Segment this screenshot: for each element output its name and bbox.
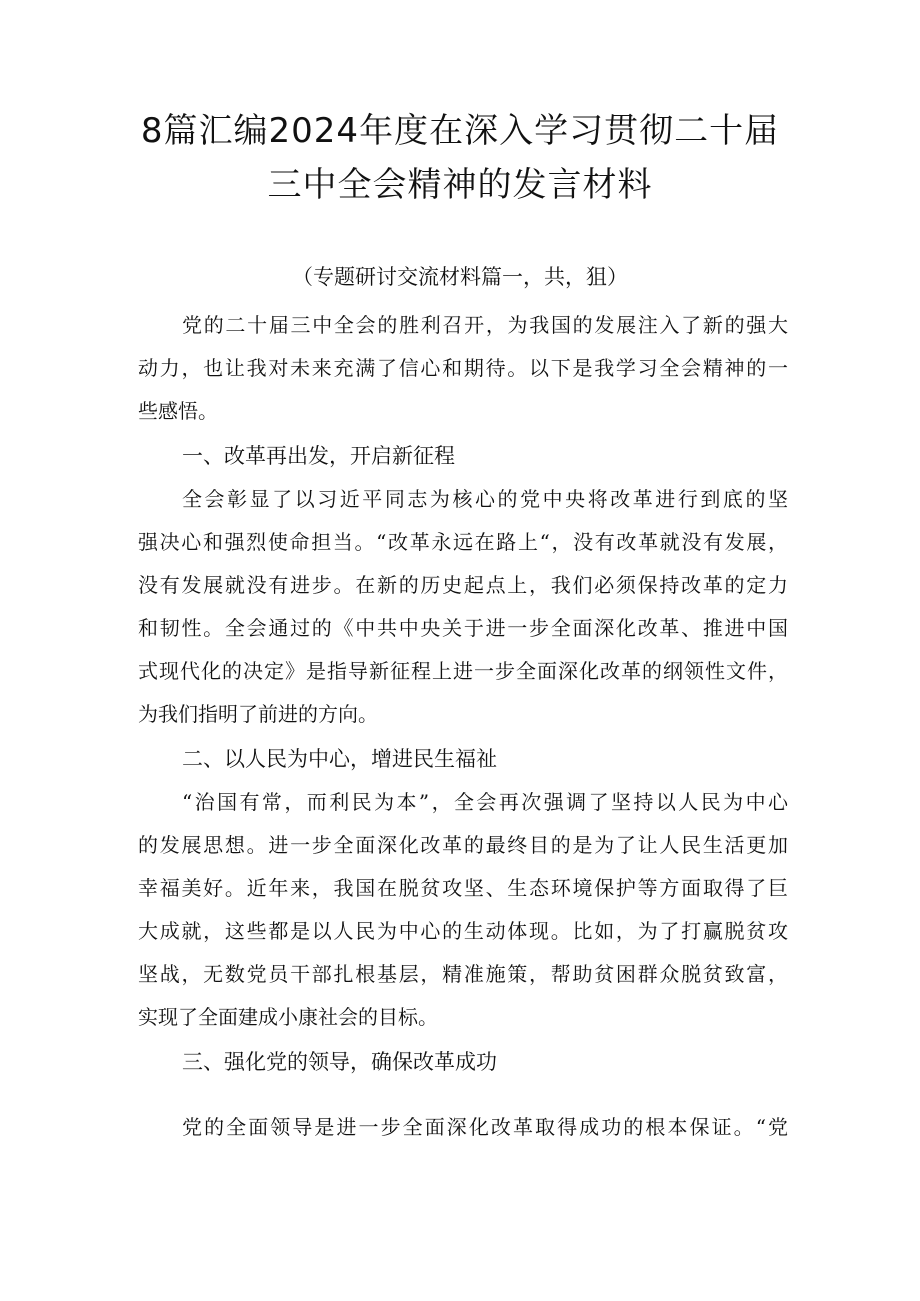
document-title-line-2: 三中全会精神的发言材料 xyxy=(267,165,653,205)
section-2-line-2: 的发展思想。进一步全面深化改革的最终目的是为了让人民生活更加 xyxy=(138,833,788,857)
section-1-line-2: 强决心和强烈使命担当。“改革永远在路上“，没有改革就没有发展， xyxy=(138,530,788,554)
section-heading-1: 一、改革再出发，开启新征程 xyxy=(182,444,455,468)
section-2-line-3: 幸福美好。近年来，我国在脱贫攻坚、生态环境保护等方面取得了巨 xyxy=(138,876,788,900)
document-title-line-1: 8篇汇编2024年度在深入学习贯彻二十届 xyxy=(140,111,780,151)
section-1-line-3: 没有发展就没有进步。在新的历史起点上，我们必须保持改革的定力 xyxy=(138,573,788,597)
document-subtitle: （专题研讨交流材料篇一，共，狙） xyxy=(292,265,628,289)
section-1-line-5: 式现代化的决定》是指导新征程上进一步全面深化改革的纲领性文件， xyxy=(138,659,788,683)
section-heading-3: 三、强化党的领导，确保改革成功 xyxy=(182,1050,497,1074)
section-2-line-5: 坚战，无数党员干部扎根基层，精准施策，帮助贫困群众脱贫致富， xyxy=(138,962,788,986)
section-2-line-4: 大成就，这些都是以人民为中心的生动体现。比如，为了打赢脱贫攻 xyxy=(138,919,788,943)
intro-line-1: 党的二十届三中全会的胜利召开，为我国的发展注入了新的强大 xyxy=(182,313,788,337)
section-2-line-6: 实现了全面建成小康社会的目标。 xyxy=(138,1005,438,1029)
section-3-line-1: 党的全面领导是进一步全面深化改革取得成功的根本保证。“党 xyxy=(182,1115,788,1139)
section-heading-2: 二、以人民为中心，增进民生福祉 xyxy=(182,747,497,771)
section-1-line-6: 为我们指明了前进的方向。 xyxy=(138,702,378,726)
section-2-line-1: “治国有常，而利民为本”，全会再次强调了坚持以人民为中心 xyxy=(182,790,788,814)
intro-line-3: 些感悟。 xyxy=(138,399,218,423)
section-1-line-4: 和韧性。全会通过的《中共中央关于进一步全面深化改革、推进中国 xyxy=(138,616,788,640)
section-1-line-1: 全会彰显了以习近平同志为核心的党中央将改革进行到底的坚 xyxy=(182,487,788,511)
intro-line-2: 动力，也让我对未来充满了信心和期待。以下是我学习全会精神的一 xyxy=(138,356,788,380)
